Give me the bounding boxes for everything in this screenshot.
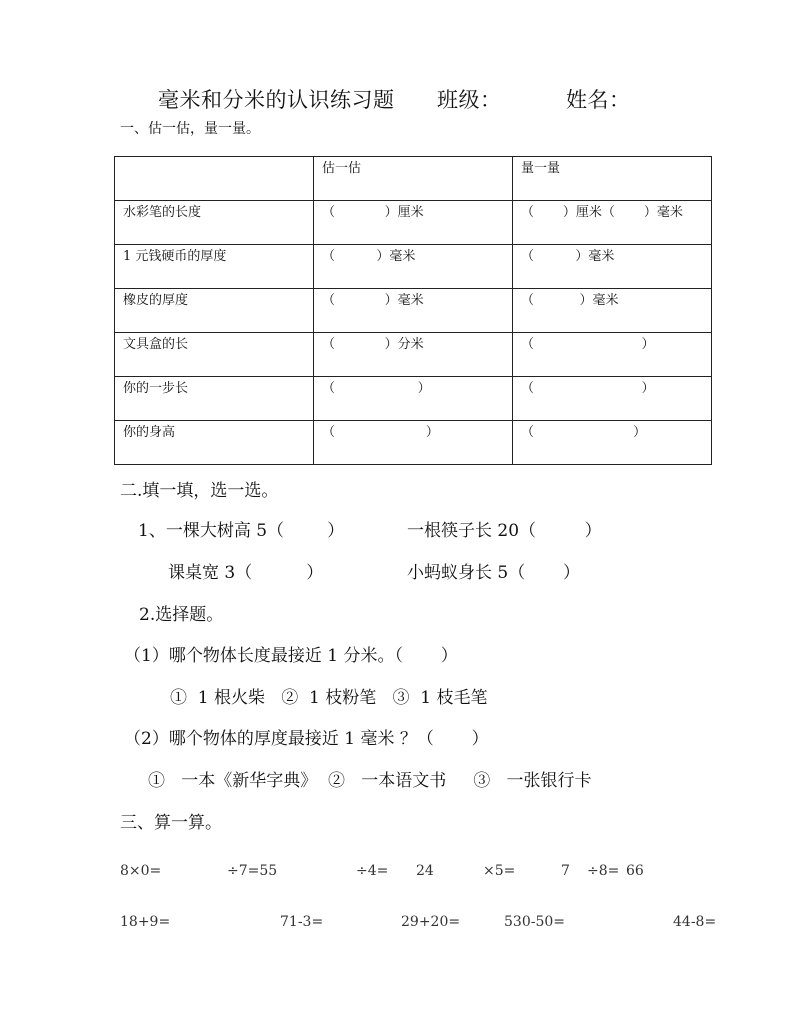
calc-item[interactable]: ÷8= bbox=[587, 863, 620, 879]
measure-cell[interactable]: （ ） bbox=[513, 377, 712, 421]
estimate-cell[interactable]: （ ） bbox=[314, 377, 513, 421]
measure-table bbox=[114, 156, 712, 465]
choice-heading: 2.选择题。 bbox=[139, 605, 224, 625]
fill-question[interactable]: 课桌宽 3（ ） bbox=[168, 563, 324, 583]
table-header-row bbox=[115, 157, 712, 201]
item-cell: 文具盒的长 bbox=[115, 333, 314, 377]
calc-item[interactable]: 66 bbox=[626, 863, 644, 879]
calc-item[interactable]: ÷4= bbox=[356, 863, 389, 879]
calc-item[interactable]: 44-8= bbox=[673, 914, 717, 930]
calc-item[interactable]: 24 bbox=[416, 863, 434, 879]
choice-options-2[interactable]: ① 一本《新华字典》 ② 一本语文书 ③ 一张银行卡 bbox=[148, 771, 592, 791]
calc-item[interactable]: 530-50= bbox=[504, 914, 565, 930]
estimate-cell[interactable]: （ ）厘米 bbox=[314, 201, 513, 245]
calc-item[interactable]: ×5= bbox=[483, 863, 516, 879]
choice-question-1[interactable]: （1）哪个物体长度最接近 1 分米。（ ） bbox=[124, 646, 458, 666]
measure-cell[interactable]: （ ）毫米 bbox=[513, 289, 712, 333]
calc-item[interactable]: 8×0= bbox=[120, 863, 162, 879]
estimate-cell[interactable]: （ ） bbox=[314, 421, 513, 465]
item-cell: 你的一步长 bbox=[115, 377, 314, 421]
measure-cell[interactable]: （ ）厘米（ ）毫米 bbox=[513, 201, 712, 245]
fill-question[interactable]: 小蚂蚁身长 5（ ） bbox=[407, 563, 581, 583]
measure-cell[interactable]: （ ）毫米 bbox=[513, 245, 712, 289]
table-header-cell bbox=[115, 157, 314, 201]
section2-heading: 二.填一填，选一选。 bbox=[120, 481, 279, 501]
table-row bbox=[115, 201, 712, 245]
table-header-cell: 估一估 bbox=[314, 157, 513, 201]
item-cell: 1 元钱硬币的厚度 bbox=[115, 245, 314, 289]
section1-heading: 一、估一估，量一量。 bbox=[120, 121, 260, 137]
calc-item[interactable]: 7 bbox=[561, 863, 570, 879]
estimate-cell[interactable]: （ ）毫米 bbox=[314, 289, 513, 333]
calc-item[interactable]: 71-3= bbox=[280, 914, 324, 930]
measure-cell[interactable]: （ ） bbox=[513, 333, 712, 377]
table-row bbox=[115, 289, 712, 333]
calc-item[interactable]: 18+9= bbox=[120, 914, 171, 930]
estimate-cell[interactable]: （ ）毫米 bbox=[314, 245, 513, 289]
choice-question-2[interactable]: （2）哪个物体的厚度最接近 1 毫米 ？（ ） bbox=[124, 729, 489, 749]
estimate-cell[interactable]: （ ）分米 bbox=[314, 333, 513, 377]
choice-options-1[interactable]: ① 1 根火柴 ② 1 枝粉笔 ③ 1 枝毛笔 bbox=[170, 688, 488, 708]
measure-cell[interactable]: （ ） bbox=[513, 421, 712, 465]
table-row bbox=[115, 245, 712, 289]
calc-item[interactable]: ÷7=55 bbox=[227, 863, 278, 879]
fill-question[interactable]: 1、一棵大树高 5（ ） bbox=[138, 521, 345, 541]
table-row bbox=[115, 421, 712, 465]
page-title: 毫米和分米的认识练习题 bbox=[158, 88, 395, 112]
section3-heading: 三、算一算。 bbox=[120, 813, 222, 833]
table-header-cell: 量一量 bbox=[513, 157, 712, 201]
name-label: 姓名： bbox=[566, 88, 631, 112]
fill-question[interactable]: 一根筷子长 20（ ） bbox=[407, 521, 602, 541]
class-label: 班级： bbox=[437, 88, 502, 112]
calc-item[interactable]: 29+20= bbox=[401, 914, 461, 930]
item-cell: 橡皮的厚度 bbox=[115, 289, 314, 333]
item-cell: 水彩笔的长度 bbox=[115, 201, 314, 245]
table-row bbox=[115, 333, 712, 377]
item-cell: 你的身高 bbox=[115, 421, 314, 465]
table-row bbox=[115, 377, 712, 421]
